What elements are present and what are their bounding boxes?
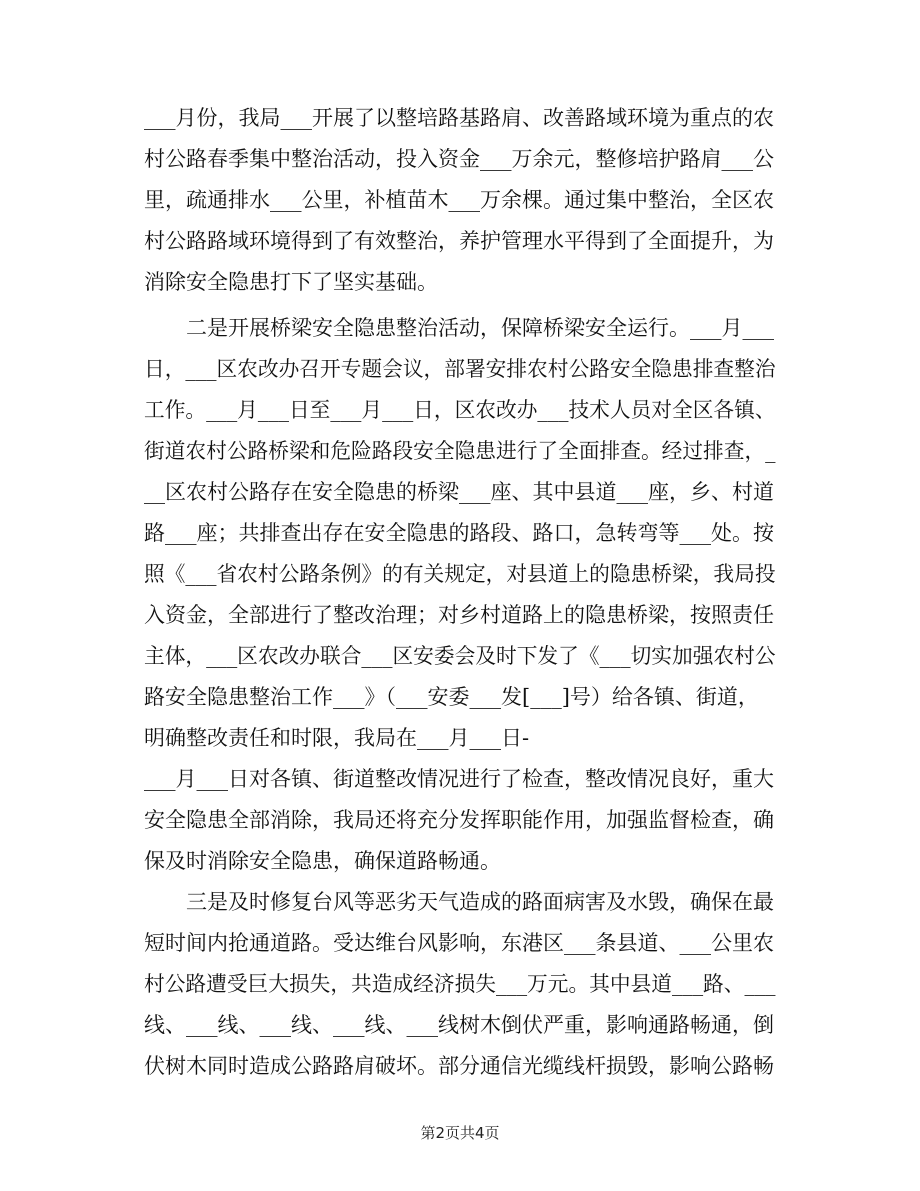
text-line: 线、___线、___线、___线、___线树木倒伏严重，影响通路畅通，倒 <box>144 1013 774 1037</box>
text-line: 村公路遭受巨大损失，共造成经济损失___万元。其中县道___路、___ <box>144 972 776 996</box>
text-line: 安全隐患全部消除，我局还将充分发挥职能作用，加强监督检查，确 <box>144 808 774 832</box>
text-line: 保及时消除安全隐患，确保道路畅通。 <box>144 849 501 873</box>
text-line: 主体，___区农改办联合___区安委会及时下发了《___切实加强农村公 <box>144 644 776 668</box>
text-line: 日，___区农改办召开专题会议，部署安排农村公路安全隐患排查整治 <box>144 357 776 381</box>
text-line: ___月___日对各镇、街道整改情况进行了检查，整改情况良好，重大 <box>144 767 774 791</box>
text-line: 入资金，全部进行了整改治理；对乡村道路上的隐患桥梁，按照责任 <box>144 603 774 627</box>
text-line: 明确整改责任和时限，我局在___月___日- <box>144 726 530 750</box>
text-line: 村公路春季集中整治活动，投入资金___万余元，整修培护路肩___公 <box>144 147 774 171</box>
text-line: 二是开展桥梁安全隐患整治活动，保障桥梁安全运行。___月___ <box>186 316 774 340</box>
text-line: 路安全隐患整治工作___》（___安委___发[___]号）给各镇、街道， <box>144 685 759 709</box>
page-number-footer: 第2页共4页 <box>420 1124 500 1142</box>
text-line: 工作。___月___日至___月___日，区农改办___技术人员对全区各镇、 <box>144 398 776 422</box>
text-line: __区农村公路存在安全隐患的桥梁___座、其中县道___座，乡、村道 <box>144 480 774 504</box>
text-line: 消除安全隐患打下了坚实基础。 <box>144 270 438 294</box>
text-line: 三是及时修复台风等恶劣天气造成的路面病害及水毁，确保在最 <box>186 890 774 914</box>
text-line: 里，疏通排水___公里，补植苗木___万余棵。通过集中整治，全区农 <box>144 188 774 212</box>
text-line: 街道农村公路桥梁和危险路段安全隐患进行了全面排查。经过排查，_ <box>144 439 776 463</box>
text-line: 伏树木同时造成公路路肩破坏。部分通信光缆线杆损毁，影响公路畅 <box>144 1054 774 1078</box>
text-line: 路___座；共排查出存在安全隐患的路段、路口，急转弯等___处。按 <box>144 521 774 545</box>
text-line: 村公路路域环境得到了有效整治，养护管理水平得到了全面提升，为 <box>144 229 774 253</box>
text-line: ___月份，我局___开展了以整培路基路肩、改善路域环境为重点的农 <box>144 106 774 130</box>
text-line: 短时间内抢通道路。受达维台风影响，东港区___条县道、___公里农 <box>144 931 774 955</box>
text-line: 照《___省农村公路条例》的有关规定，对县道上的隐患桥梁，我局投 <box>144 562 776 586</box>
